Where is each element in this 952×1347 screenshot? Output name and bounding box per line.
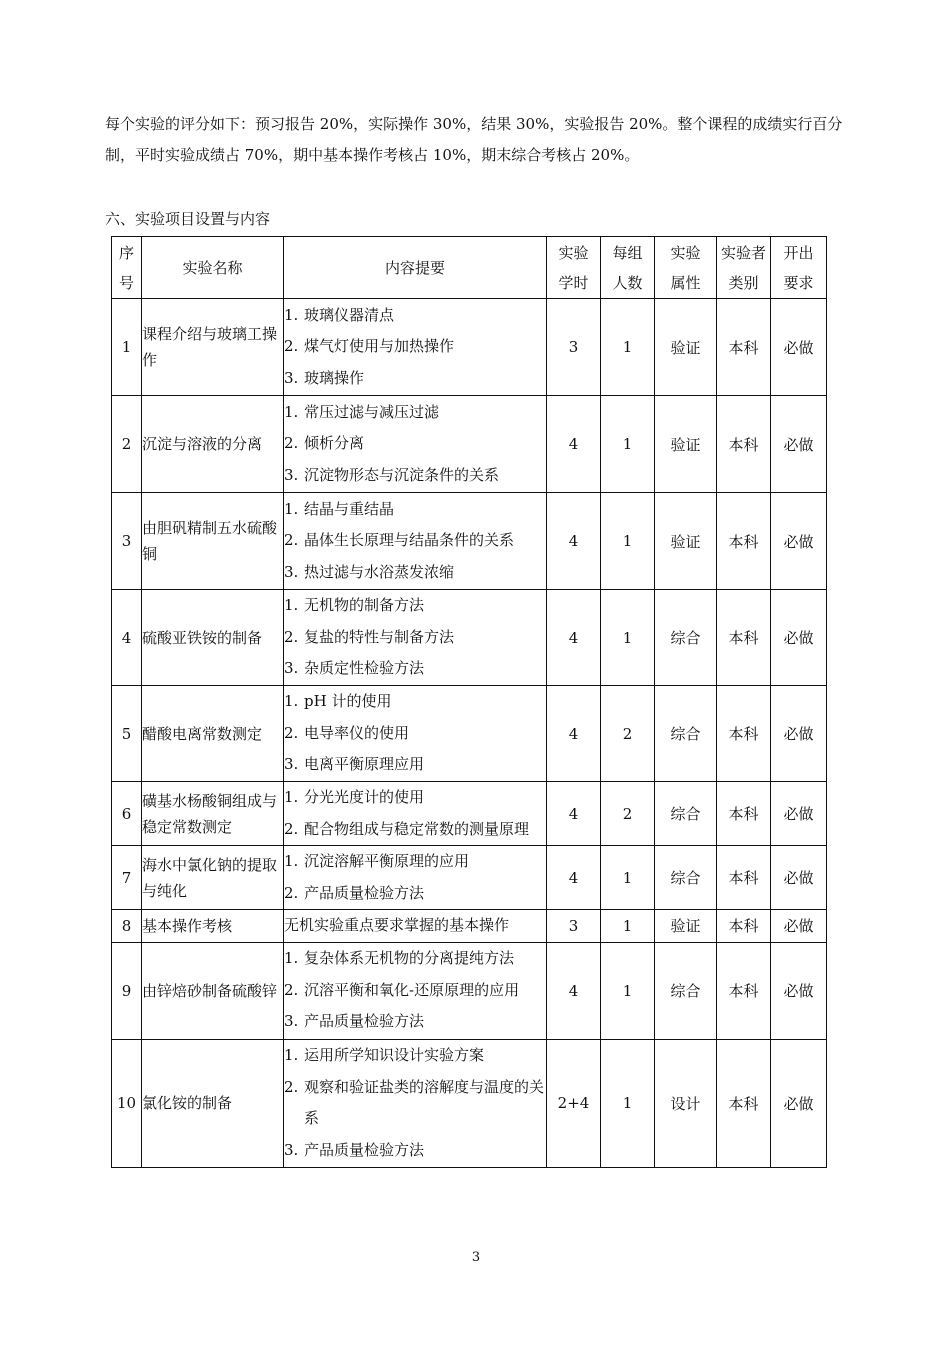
content-item <box>284 782 546 814</box>
experiment-group-size: 1 <box>601 846 655 910</box>
content-item-number: 2. <box>284 1077 299 1096</box>
experiment-requirement: 必做 <box>771 910 827 943</box>
experiment-content <box>284 299 547 396</box>
experiment-participant-type: 本科 <box>717 846 771 910</box>
experiment-hours: 4 <box>547 782 601 846</box>
table-row <box>112 942 827 1039</box>
header-attribute: 实验 属性 <box>655 237 717 299</box>
experiment-name: 硫酸亚铁铵的制备 <box>142 590 284 686</box>
row-number: 9 <box>112 942 142 1039</box>
experiment-participant-type: 本科 <box>717 686 771 782</box>
experiment-content <box>284 782 547 846</box>
experiment-hours: 4 <box>547 846 601 910</box>
experiment-name: 基本操作考核 <box>142 910 284 943</box>
experiment-group-size: 1 <box>601 590 655 686</box>
content-item <box>284 1072 546 1135</box>
content-item-text: 煤气灯使用与加热操作 <box>304 337 455 356</box>
content-item-text: 产品质量检验方法 <box>304 883 425 902</box>
content-item-number: 1. <box>284 788 299 806</box>
content-item-number: 1. <box>284 852 299 870</box>
content-item-text: 无机物的制备方法 <box>304 596 425 615</box>
experiment-content <box>284 590 547 686</box>
experiment-group-size: 1 <box>601 942 655 1039</box>
content-item-number: 2. <box>284 434 299 453</box>
experiment-name: 由胆矾精制五水硫酸铜 <box>142 493 284 590</box>
content-item-number: 2. <box>284 337 299 356</box>
table-row <box>112 1039 827 1167</box>
row-number: 2 <box>112 396 142 493</box>
experiment-participant-type: 本科 <box>717 590 771 686</box>
experiment-requirement: 必做 <box>771 782 827 846</box>
experiment-attribute: 综合 <box>655 782 717 846</box>
content-item-text: 沉淀物形态与沉淀条件的关系 <box>304 465 500 484</box>
experiment-requirement: 必做 <box>771 846 827 910</box>
page-number: 3 <box>471 1250 481 1265</box>
row-number: 1 <box>112 299 142 396</box>
row-number: 4 <box>112 590 142 686</box>
experiment-content <box>284 846 547 910</box>
intro-line-2: 制，平时实验成绩占 70%，期中基本操作考核占 10%，期末综合考核占 20%。 <box>105 146 640 164</box>
experiment-content <box>284 910 547 943</box>
content-item-text: 观察和验证盐类的溶解度与温度的关系 <box>304 1077 545 1127</box>
experiment-content <box>284 686 547 782</box>
experiment-attribute: 设计 <box>655 1039 717 1167</box>
content-item <box>284 943 546 975</box>
experiment-group-size: 1 <box>601 493 655 590</box>
table-row <box>112 590 827 686</box>
experiment-name: 磺基水杨酸铜组成与稳定常数测定 <box>142 782 284 846</box>
experiment-hours: 3 <box>547 299 601 396</box>
content-item <box>284 363 546 395</box>
content-item <box>284 1135 546 1167</box>
row-number: 10 <box>112 1039 142 1167</box>
content-item <box>284 1040 546 1072</box>
intro-line-1: 每个实验的评分如下：预习报告 20%，实际操作 30%，结果 30%，实验报告 20%。整个课程的成绩实行百分 <box>105 115 843 133</box>
experiment-name: 氯化铵的制备 <box>142 1039 284 1167</box>
content-item <box>284 494 546 526</box>
content-item-text: 常压过滤与减压过滤 <box>304 402 440 421</box>
content-item <box>284 749 546 781</box>
content-item <box>284 1006 546 1038</box>
experiment-participant-type: 本科 <box>717 299 771 396</box>
experiment-hours: 4 <box>547 590 601 686</box>
row-number: 8 <box>112 910 142 943</box>
content-item-number: 1. <box>284 692 299 711</box>
header-requirement: 开出 要求 <box>771 237 827 299</box>
experiment-content <box>284 942 547 1039</box>
table-row <box>112 910 827 943</box>
content-item-text: 电离平衡原理应用 <box>304 755 425 774</box>
table-row <box>112 493 827 590</box>
experiment-participant-type: 本科 <box>717 1039 771 1167</box>
table-header-row <box>112 237 827 299</box>
content-item-number: 1. <box>284 402 299 421</box>
content-item-number: 3. <box>284 755 299 774</box>
content-item-number: 2. <box>284 627 299 646</box>
table-body <box>112 299 827 1168</box>
experiment-group-size: 1 <box>601 299 655 396</box>
header-no: 序 号 <box>112 237 142 299</box>
experiment-requirement: 必做 <box>771 942 827 1039</box>
content-item-number: 3. <box>284 368 299 387</box>
section-title: 六、实验项目设置与内容 <box>105 210 271 228</box>
content-item-text: pH 计的使用 <box>304 692 392 711</box>
experiment-content <box>284 396 547 493</box>
content-item <box>284 557 546 589</box>
experiment-hours: 3 <box>547 910 601 943</box>
experiment-group-size: 2 <box>601 782 655 846</box>
content-item-text: 复杂体系无机物的分离提纯方法 <box>304 949 515 968</box>
experiment-content <box>284 493 547 590</box>
content-item-text: 玻璃操作 <box>304 368 365 387</box>
content-item-number: 1. <box>284 596 299 615</box>
content-item-text: 产品质量检验方法 <box>304 1012 425 1031</box>
content-item <box>284 718 546 750</box>
content-item-text: 玻璃仪器清点 <box>304 305 395 324</box>
experiment-attribute: 验证 <box>655 493 717 590</box>
content-item <box>284 846 546 878</box>
content-item <box>284 460 546 492</box>
table-row <box>112 846 827 910</box>
content-item-text: 配合物组成与稳定常数的测量原理 <box>304 819 530 838</box>
experiment-participant-type: 本科 <box>717 396 771 493</box>
content-item-number: 3. <box>284 562 299 581</box>
experiment-attribute: 验证 <box>655 396 717 493</box>
content-item-text: 倾析分离 <box>304 434 365 453</box>
intro-paragraph <box>105 109 850 171</box>
experiment-attribute: 综合 <box>655 846 717 910</box>
experiment-group-size: 1 <box>601 1039 655 1167</box>
experiment-requirement: 必做 <box>771 299 827 396</box>
experiment-attribute: 综合 <box>655 942 717 1039</box>
content-item-text: 复盐的特性与制备方法 <box>304 627 455 646</box>
content-item <box>284 525 546 557</box>
content-item-number: 2. <box>284 980 299 999</box>
experiment-participant-type: 本科 <box>717 493 771 590</box>
content-item <box>284 975 546 1007</box>
experiment-group-size: 1 <box>601 396 655 493</box>
table-row <box>112 299 827 396</box>
table-row <box>112 782 827 846</box>
content-item-number: 3. <box>284 1012 299 1031</box>
content-item-text: 电导率仪的使用 <box>304 723 410 742</box>
content-item-number: 3. <box>284 465 299 484</box>
experiment-hours: 4 <box>547 686 601 782</box>
content-item-text: 热过滤与水浴蒸发浓缩 <box>304 562 455 581</box>
experiment-participant-type: 本科 <box>717 782 771 846</box>
content-item-number: 1. <box>284 305 299 324</box>
content-item-text: 沉淀溶解平衡原理的应用 <box>304 852 470 870</box>
experiment-name: 由锌焙砂制备硫酸锌 <box>142 942 284 1039</box>
header-content: 内容提要 <box>284 237 547 299</box>
row-number: 5 <box>112 686 142 782</box>
experiment-table <box>111 236 827 1168</box>
experiment-hours: 4 <box>547 493 601 590</box>
content-item-number: 2. <box>284 531 299 550</box>
experiment-name: 课程介绍与玻璃工操作 <box>142 299 284 396</box>
experiment-requirement: 必做 <box>771 493 827 590</box>
experiment-attribute: 综合 <box>655 590 717 686</box>
content-item-number: 2. <box>284 723 299 742</box>
header-group-size: 每组 人数 <box>601 237 655 299</box>
experiment-requirement: 必做 <box>771 396 827 493</box>
experiment-group-size: 2 <box>601 686 655 782</box>
header-participant-type: 实验者 类别 <box>717 237 771 299</box>
content-item <box>284 653 546 685</box>
table-row <box>112 686 827 782</box>
content-item-text: 晶体生长原理与结晶条件的关系 <box>304 531 515 550</box>
experiment-attribute: 综合 <box>655 686 717 782</box>
content-item-text: 运用所学知识设计实验方案 <box>304 1046 485 1064</box>
experiment-hours: 4 <box>547 396 601 493</box>
content-item <box>284 814 546 846</box>
content-item-number: 1. <box>284 499 299 518</box>
content-item-number: 3. <box>284 1140 299 1159</box>
experiment-requirement: 必做 <box>771 686 827 782</box>
header-name: 实验名称 <box>142 237 284 299</box>
row-number: 7 <box>112 846 142 910</box>
content-item-number: 1. <box>284 949 299 968</box>
content-item <box>284 331 546 363</box>
content-item <box>284 300 546 332</box>
content-item <box>284 878 546 910</box>
experiment-attribute: 验证 <box>655 299 717 396</box>
experiment-hours: 2+4 <box>547 1039 601 1167</box>
content-item <box>284 397 546 429</box>
content-item-text: 分光光度计的使用 <box>304 788 425 806</box>
experiment-participant-type: 本科 <box>717 910 771 943</box>
header-hours: 实验 学时 <box>547 237 601 299</box>
experiment-name: 醋酸电离常数测定 <box>142 686 284 782</box>
experiment-hours: 4 <box>547 942 601 1039</box>
content-item-number: 2. <box>284 819 299 838</box>
content-item-number: 1. <box>284 1046 299 1064</box>
content-item-number: 2. <box>284 883 299 902</box>
experiment-requirement: 必做 <box>771 590 827 686</box>
content-item-number: 3. <box>284 659 299 678</box>
content-item-text: 无机实验重点要求掌握的基本操作 <box>284 916 510 934</box>
row-number: 6 <box>112 782 142 846</box>
content-item-text: 杂质定性检验方法 <box>304 659 425 678</box>
content-item-text: 产品质量检验方法 <box>304 1140 425 1159</box>
content-item <box>284 622 546 654</box>
table-row <box>112 396 827 493</box>
content-item <box>284 428 546 460</box>
content-item <box>284 686 546 718</box>
content-item <box>284 590 546 622</box>
row-number: 3 <box>112 493 142 590</box>
content-item-text: 结晶与重结晶 <box>304 499 395 518</box>
content-item <box>284 910 546 942</box>
experiment-name: 海水中氯化钠的提取与纯化 <box>142 846 284 910</box>
experiment-attribute: 验证 <box>655 910 717 943</box>
experiment-participant-type: 本科 <box>717 942 771 1039</box>
experiment-requirement: 必做 <box>771 1039 827 1167</box>
experiment-name: 沉淀与溶液的分离 <box>142 396 284 493</box>
content-item-text: 沉溶平衡和氧化-还原原理的应用 <box>304 980 520 999</box>
experiment-content <box>284 1039 547 1167</box>
experiment-group-size: 1 <box>601 910 655 943</box>
